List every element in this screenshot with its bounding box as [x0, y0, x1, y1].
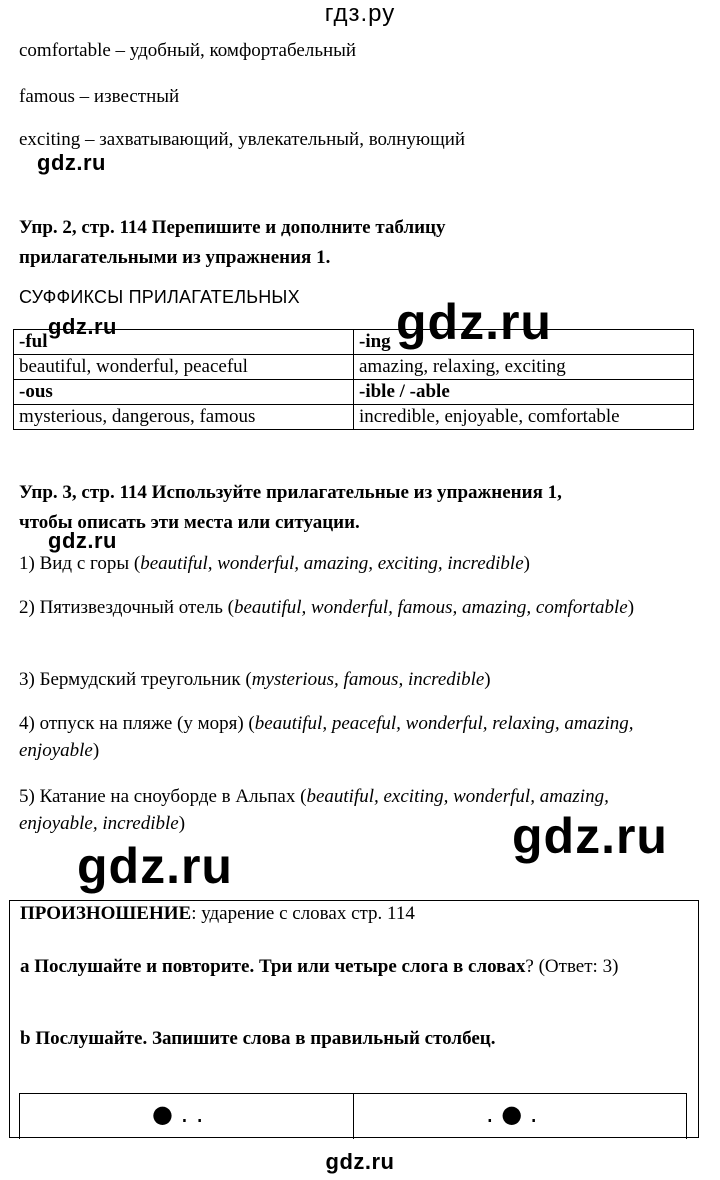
exercise2-heading-line1: Упр. 2, стр. 114 Перепишите и дополните таблицу: [19, 217, 446, 238]
table-cell: -ful: [14, 330, 354, 355]
vocab-line: comfortable – удобный, комфортабельный: [19, 40, 357, 61]
exercise3-heading-line1: Упр. 3, стр. 114 Используйте прилагательные из упражнения 1,: [19, 482, 562, 503]
item-end: ): [523, 553, 530, 574]
table-cell: beautiful, wonderful, peaceful: [14, 355, 354, 380]
pronunciation-box: [9, 900, 699, 1138]
item-end: ): [178, 813, 186, 834]
list-item: [19, 594, 669, 621]
stress-table: [19, 1093, 687, 1139]
task-a-bold: a Послушайте и повторите. Три или четыре слога в словах: [20, 956, 526, 977]
exercise2-heading-line2: прилагательными из упражнения 1.: [19, 247, 331, 268]
item-text: 4) отпуск на пляже (у моря) (: [19, 713, 255, 734]
exercise3-heading-line2: чтобы описать эти места или ситуации.: [19, 512, 360, 533]
watermark: gdz.ru: [37, 150, 106, 175]
item-end: ): [627, 597, 635, 618]
table-cell: -ible / -able: [354, 380, 694, 405]
stress-pattern-col1: ● . .: [152, 1100, 204, 1128]
item-text: 5) Катание на сноуборде в Альпах (: [19, 786, 307, 807]
item-text: 1) Вид с горы (: [19, 553, 141, 574]
list-item: [19, 666, 669, 693]
task-a: [20, 955, 690, 979]
table-cell: mysterious, dangerous, famous: [14, 405, 354, 430]
watermark: gdz.ru: [396, 294, 552, 350]
item-adjectives: beautiful, peaceful, wonderful, relaxing, amazing, enjoyable: [19, 713, 634, 761]
watermark: gdz.ru: [512, 808, 668, 864]
item-text: 2) Пятизвездочный отель (: [19, 597, 234, 618]
watermark: gdz.ru: [48, 314, 117, 339]
table-cell: amazing, relaxing, exciting: [354, 355, 694, 380]
suffix-table: [13, 329, 694, 430]
table-row: [14, 405, 694, 430]
list-item: [19, 710, 669, 764]
item-text: 3) Бермудский треугольник (: [19, 669, 252, 690]
pronunciation-title: [20, 903, 415, 925]
item-adjectives: mysterious, famous, incredible: [251, 669, 485, 690]
pronunciation-label-rest: : ударение с словах стр. 114: [191, 903, 415, 924]
header-watermark: гдз.ру: [324, 0, 396, 27]
stress-pattern-col2: . ● .: [486, 1100, 538, 1128]
item-adjectives: beautiful, wonderful, amazing, exciting, incredible: [140, 553, 524, 574]
vocab-line: exciting – захватывающий, увлекательный, волнующий: [19, 129, 466, 150]
footer-watermark: gdz.ru: [325, 1149, 395, 1174]
item-end: ): [92, 740, 100, 761]
item-end: ): [484, 669, 491, 690]
suffix-table-title: СУФФИКСЫ ПРИЛАГАТЕЛЬНЫХ: [19, 287, 300, 307]
table-cell: -ing: [354, 330, 694, 355]
item-adjectives: beautiful, exciting, wonderful, amazing, enjoyable, incredible: [19, 786, 609, 834]
watermark: gdz.ru: [77, 838, 233, 894]
table-cell: incredible, enjoyable, comfortable: [354, 405, 694, 430]
task-a-rest: ? (Ответ: 3): [525, 956, 619, 977]
pronunciation-label: ПРОИЗНОШЕНИЕ: [20, 903, 192, 924]
table-row: [14, 355, 694, 380]
column-divider: [353, 1094, 354, 1139]
vocab-line: famous – известный: [19, 86, 180, 107]
exercise3-heading: [19, 478, 699, 538]
exercise2-heading: [19, 213, 699, 273]
list-item: [19, 550, 669, 577]
watermark: gdz.ru: [48, 528, 117, 553]
table-cell: -ous: [14, 380, 354, 405]
table-row: [14, 380, 694, 405]
item-adjectives: beautiful, wonderful, famous, amazing, comfortable: [234, 597, 628, 618]
task-b: b Послушайте. Запишите слова в правильный столбец.: [20, 1028, 496, 1049]
